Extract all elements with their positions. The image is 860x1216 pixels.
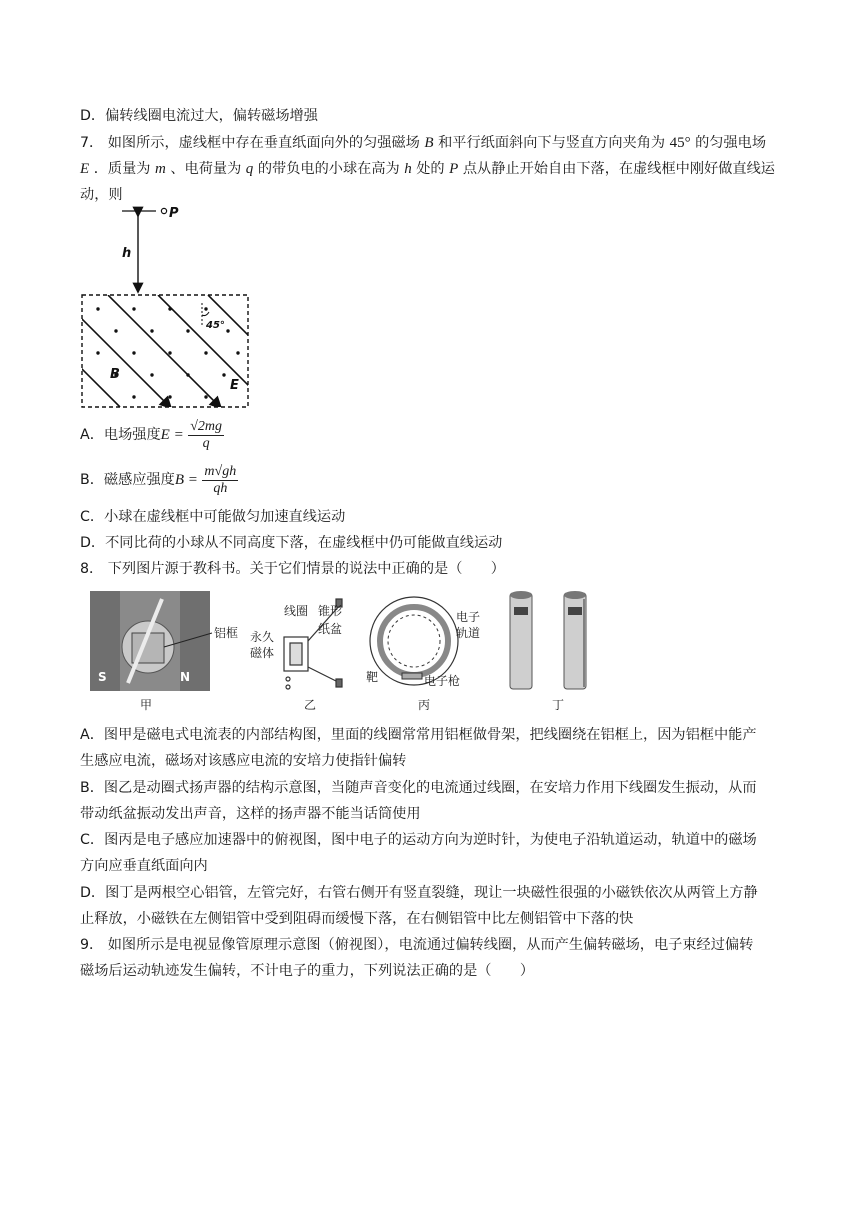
label-angle: 45° bbox=[206, 320, 225, 331]
formula-b-lhs: B = bbox=[174, 472, 198, 488]
q7-option-b bbox=[80, 460, 238, 500]
figure-yi bbox=[250, 599, 342, 712]
label-e: E bbox=[230, 378, 239, 393]
symbol-b: B bbox=[424, 135, 434, 151]
jia-lvkuang: 铝框 bbox=[214, 626, 239, 640]
q7-line2 bbox=[80, 159, 775, 179]
q6-option-d: D．偏转线圈电流过大，偏转磁场增强 bbox=[80, 108, 318, 124]
q7-figure bbox=[78, 205, 258, 413]
symbol-e: E bbox=[80, 161, 90, 177]
q7-line2-c: 的带负电的小球在高为 bbox=[257, 161, 400, 177]
bing-caption: 丙 bbox=[418, 698, 431, 712]
q9-line2: 磁场后运动轨迹发生偏转，不计电子的重力，下列说法正确的是（ ） bbox=[80, 963, 535, 979]
angle-45: 45° bbox=[669, 135, 691, 151]
formula-a-lhs: E = bbox=[160, 427, 184, 443]
q8-option-b2: 带动纸盆振动发出声音，这样的扬声器不能当话筒使用 bbox=[80, 806, 421, 822]
yi-caption: 乙 bbox=[304, 698, 317, 712]
formula-a-den: q bbox=[202, 435, 210, 451]
q7-option-c: C．小球在虚线框中可能做匀加速直线运动 bbox=[80, 509, 346, 525]
formula-b-den: qh bbox=[213, 480, 228, 496]
q7-line2-e: 点从静止开始自由下落，在虚线框中刚好做直线运 bbox=[462, 161, 775, 177]
label-h: h bbox=[122, 246, 132, 261]
formula-a-fraction bbox=[188, 419, 224, 452]
label-p: P bbox=[169, 206, 179, 221]
q7-text-a: 7． 如图所示，虚线框中存在垂直纸面向外的匀强磁场 bbox=[80, 135, 420, 151]
q7-option-d: D．不同比荷的小球从不同高度下落，在虚线框中仍可能做直线运动 bbox=[80, 535, 503, 551]
q7-option-a-label: A．电场强度 bbox=[80, 427, 161, 443]
q7-line2-d: 处的 bbox=[416, 161, 445, 177]
figure-ding bbox=[510, 591, 586, 712]
formula-b-fraction bbox=[202, 464, 238, 497]
q8-option-d2: 止释放，小磁铁在左侧铝管中受到阻碍而缓慢下落，在右侧铝管中比左侧铝管中下落的快 bbox=[80, 911, 634, 927]
label-b: B bbox=[110, 367, 120, 382]
symbol-h: h bbox=[404, 161, 412, 177]
q8-option-a2: 生感应电流，磁场对该感应电流的安培力使指针偏转 bbox=[80, 753, 407, 769]
symbol-q: q bbox=[245, 161, 254, 177]
q8-option-d1: D．图丁是两根空心铝管，左管完好，右管右侧开有竖直裂缝，现让一块磁性很强的小磁铁依次从两管上方静 bbox=[80, 885, 758, 901]
formula-b-num: m√gh bbox=[204, 463, 237, 479]
q7-text-b: 和平行纸面斜向下与竖直方向夹角为 bbox=[438, 135, 666, 151]
q7-option-b-label: B．磁感应强度 bbox=[80, 472, 175, 488]
q7-option-a bbox=[80, 415, 224, 455]
jia-n: N bbox=[180, 670, 191, 684]
q7-line1 bbox=[80, 133, 766, 153]
q7-line3: 动，则 bbox=[80, 187, 123, 203]
jia-caption: 甲 bbox=[140, 698, 153, 712]
bing-dianzi: 电子 bbox=[456, 610, 481, 624]
q8-option-c2: 方向应垂直纸面向内 bbox=[80, 858, 208, 874]
bing-ba: 靶 bbox=[366, 670, 379, 684]
symbol-m: m bbox=[154, 161, 166, 177]
q7-text-c: 的匀强电场 bbox=[695, 135, 767, 151]
q9-line1: 9． 如图所示是电视显像管原理示意图（俯视图），电流通过偏转线圈，从而产生偏转磁场，电子束经过偏转 bbox=[80, 937, 754, 953]
figure-bing bbox=[366, 597, 480, 712]
q8-figure bbox=[84, 585, 614, 715]
symbol-p: P bbox=[449, 161, 459, 177]
yi-citi: 磁体 bbox=[250, 646, 275, 660]
yi-yongjiu: 永久 bbox=[250, 630, 275, 644]
q8-stem: 8． 下列图片源于教科书。关于它们情景的说法中正确的是（ ） bbox=[80, 561, 505, 577]
formula-a-num: √2mg bbox=[190, 418, 223, 434]
q8-option-c1: C．图丙是电子感应加速器中的俯视图，图中电子的运动方向为逆时针，为使电子沿轨道运动，轨道中的磁场 bbox=[80, 832, 757, 848]
ding-caption: 丁 bbox=[552, 698, 565, 712]
jia-s: S bbox=[98, 670, 107, 684]
q8-option-b1: B．图乙是动圈式扬声器的结构示意图，当随声音变化的电流通过线圈，在安培力作用下线圈发生振动，从而 bbox=[80, 780, 757, 796]
figure-jia bbox=[90, 591, 238, 712]
bing-guidao: 轨道 bbox=[456, 626, 481, 640]
bing-qiang: 电子枪 bbox=[424, 674, 461, 688]
yi-xianquan: 线圈 bbox=[284, 604, 309, 618]
yi-zhipen: 纸盆 bbox=[318, 622, 343, 636]
q7-line2-a: ．质量为 bbox=[93, 161, 151, 177]
q8-option-a1: A．图甲是磁电式电流表的内部结构图，里面的线圈常常用铝框做骨架，把线圈绕在铝框上，因为铝框中能产 bbox=[80, 727, 757, 743]
yi-zhuixing: 锥形 bbox=[318, 604, 343, 618]
q7-line2-b: 、电荷量为 bbox=[170, 161, 242, 177]
